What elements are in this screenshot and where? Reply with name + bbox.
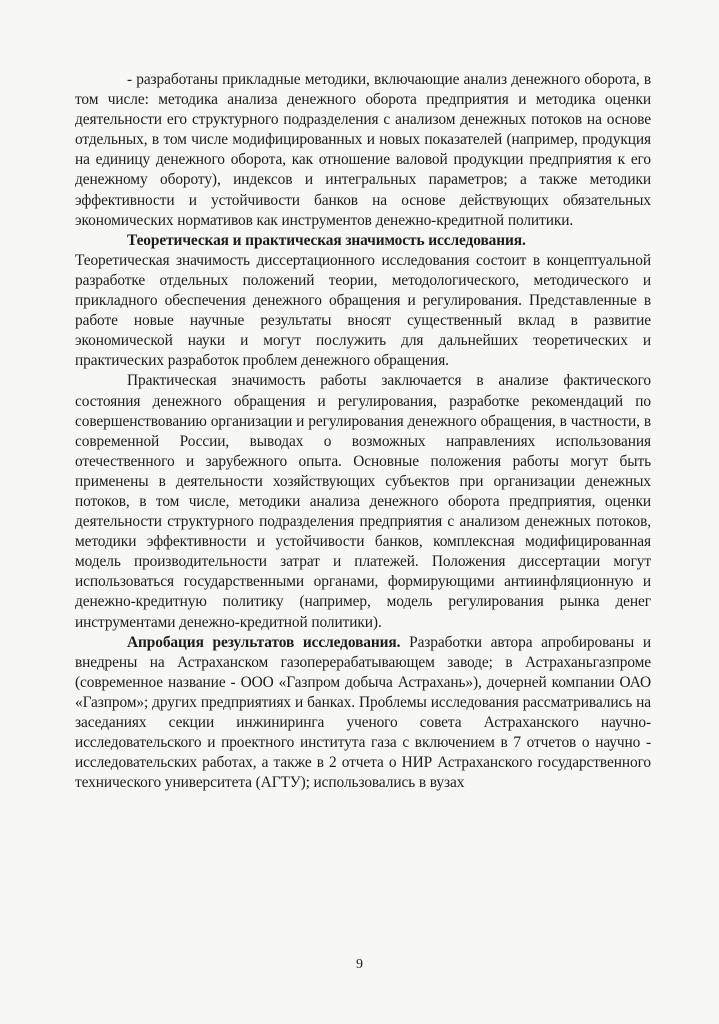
paragraph-theoretical-significance: Теоретическая значимость диссертационного исследования состоит в концептуальной разработке отдельных положений теории, методологического, методического и прикладного обеспечения денежного обращения и регулирования. Представленные в работе новые научные результаты вносят существенный вклад в развитие экономической науки и могут послужить для дальнейших теоретических и практических разработок проблем денежного обращения. [75, 251, 651, 370]
paragraph-approbation [75, 633, 651, 794]
significance-heading: Теоретическая и практическая значимость исследования. [127, 231, 526, 249]
paragraph-methods-list: - разработаны прикладные методики, включающие анализ денежного оборота, в том числе: методика анализа денежного оборота предприятия и методика оценки деятельности его структурного подразделения с анализом денежных потоков на основе отдельных, в том числе модифицированных и новых показателей (например, продукция на единицу денежного оборота, как отношение валовой продукции предприятия к его денежному обороту), индексов и интегральных параметров; а также методики эффективности и устойчивости банков на основе действующих обязательных экономических нормативов как инструментов денежно-кредитной политики. [75, 71, 651, 229]
paragraph-significance [75, 231, 651, 251]
approbation-text: Разработки автора апробированы и внедрены на Астраханском газоперерабатывающем заводе; в Астраханьгазпроме (современное название - ООО «Газпром добыча Астрахань»), дочерней компании ОАО «Газпром»; других предприятиях и банках. Проблемы исследования рассматривались на заседаниях секции инжиниринга ученого совета Астраханского научно-исследовательского и проектного института газа с включением в 7 отчетов о научно - исследовательских работах, а также в 2 отчета о НИР Астраханского государственного технического университета (АГТУ); использовались в вузах [75, 633, 652, 792]
paragraph-practical-significance: Практическая значимость работы заключается в анализе фактического состояния денежного обращения и регулирования, разработке рекомендаций по совершенствованию организации и регулирования денежного обращения, в частности, в современной России, выводах о возможных направлениях использования отечественного и зарубежного опыта. Основные положения работы могут быть применены в деятельности хозяйствующих субъектов при организации денежных потоков, в том числе, методики анализа денежного оборота предприятия, оценки деятельности структурного подразделения предприятия с анализом денежных потоков, методики эффективности и устойчивости банков, комплексная модифицированная модель производительности затрат и платежей. Положения диссертации могут использоваться государственными органами, формирующими антиинфляционную и денежно-кредитную политику (например, модель регулирования рынка денег инструментами денежно-кредитной политики). [75, 372, 651, 631]
approbation-heading: Апробация результатов исследования. [127, 633, 401, 651]
page-number: 9 [356, 957, 363, 972]
body-text [75, 70, 651, 793]
